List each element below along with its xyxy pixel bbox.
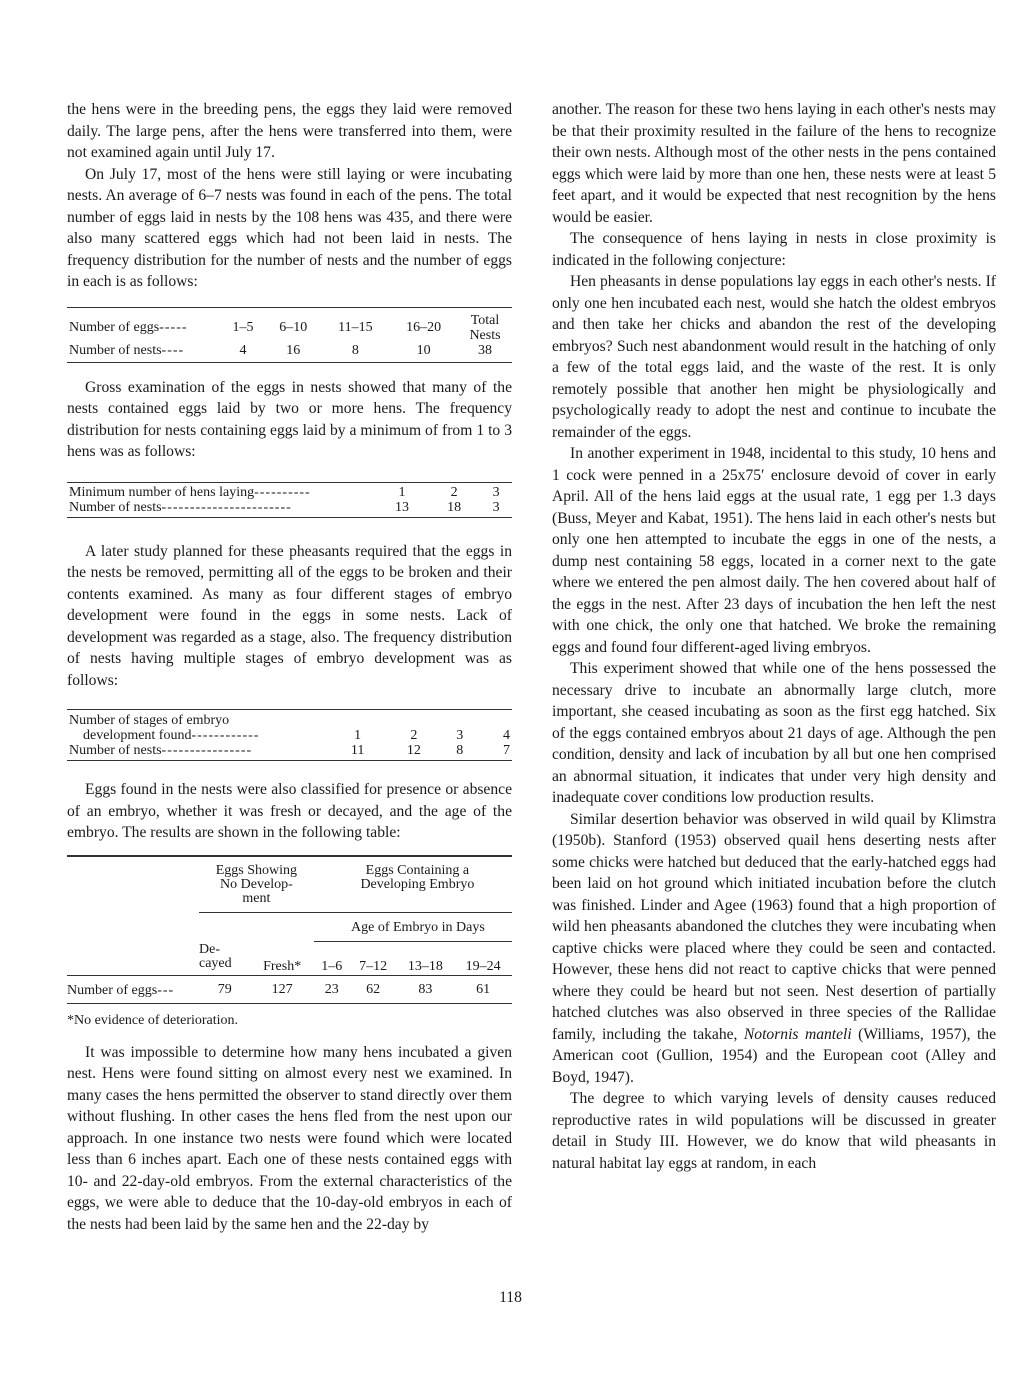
left-paragraph-4: A later study planned for these pheasants required that the eggs in the nests be removed, permitting all of the eggs to be broken and their contents examined. As many as four different stages of embryo development were found in the eggs in some nests. Lack of development was regarded as a stage, also. The frequency distribution of nests having multiple stages of embryo development was as follows: (67, 542, 512, 689)
table-cell: 16 (286, 342, 301, 358)
table-cell: 62 (366, 982, 381, 997)
table-row: Minimum number of hens laying---------- 1 2 3 (67, 485, 512, 500)
table-cell: 4 (503, 728, 510, 743)
paragraph-text: (Williams, 1957), the American coot (Gullion, 1954) and the European coot (Alley and Boyd, 1947). (552, 1025, 997, 1086)
hens-per-nest-table (67, 482, 512, 518)
embryo-stages-table (67, 709, 512, 761)
table-header: 13–18 (407, 959, 443, 974)
right-paragraph-3: Hen pheasants in dense populations lay eggs in each other's nests. If only one hen incubated each nest, would she hatch the oldest embryos and then take her chicks and abandon the rest of the developing embryos? Such nest abandonment would result in the hatching of only a few of the total eggs laid, and the waste of the rest. It is only remotely possible that another hen might be physiologically and psychologically ready to adopt the nest and continue to incubate the remainder of the eggs. (552, 273, 996, 441)
table-row (67, 713, 512, 728)
paragraph-text: Similar desertion behavior was observed in wild quail by Klimstra (1950b). Stanford (1953) observed quail hens deserting nests after some chicks were hatched but deduced that the early-hatched eggs had been laid on hot ground which initiated incubation before the clutch was finished. Linder and Agee (1963) found that a high proportion of wild hen pheasants abandoned the clutches they were incubating when captive chicks were placed where they could be seen and contacted. However, these hens did not react to captive chicks that were penned where they could be heard but not seen. Nest desertion of partially hatched clutches was also observed in three species of the Rallidae family, including the takahe, (552, 810, 996, 1043)
table-cell: 16–20 (406, 320, 442, 335)
table-cell: 2 (410, 728, 418, 743)
right-paragraph-7: The degree to which varying levels of density causes reduced reproductive rates in wild populations will be discussed in greater detail in Study III. However, we do know that wild pheasants in natural habitat lay eggs at random, in each (552, 1090, 996, 1172)
table-header: Eggs Showing (215, 862, 298, 878)
table-header: 19–24 (465, 959, 501, 974)
table-cell: 127 (271, 982, 293, 997)
table-row-label: development found (83, 728, 192, 743)
left-paragraph-1: the hens were in the breeding pens, the eggs they laid were removed daily. The large pens, after the hens were transferred into them, were not examined again until July 17. (67, 101, 512, 161)
left-paragraph-3: Gross examination of the eggs in nests showed that many of the nests contained eggs laid by two or more hens. The frequency distribution for nests containing eggs laid by a minimum of from 1 to 3 hens was as follows: (67, 378, 512, 460)
right-paragraph-4: In another experiment in 1948, incidental to this study, 10 hens and 1 cock were penned in a 25x75′ enclosure devoid of cover in early April. All of the hens laid eggs at the usual rate, 1 egg per 1.3 days (Buss, Meyer and Kabat, 1951). The hens laid in each other's nests but only one hen attempted to incubate the eggs in one of the nests, a dump nest containing 58 eggs, located in a corner next to the gate where we entered the pen almost daily. The hen covered about half of the eggs in the nest. After 23 days of incubation the hen left the nest with one chick, the only one that hatched. We broke the remaining eggs and found four different-aged living embryos. (552, 445, 996, 656)
table-row: Number of nests---- 4 16 8 10 38 (67, 343, 512, 358)
table-row-label: Number of eggs (69, 320, 160, 335)
table-header: Age of Embryo in Days (314, 912, 512, 941)
table-cell: 4 (239, 342, 247, 358)
table-cell: 18 (447, 499, 462, 515)
table-cell-total: 38 (478, 342, 492, 358)
table-header: 7–12 (359, 959, 388, 974)
right-paragraph-1: another. The reason for these two hens laying in each other's nests may be that their proximity resulted in the failure of the hens to recognize their own nests. Although most of the other nests in the pens contained eggs which were laid by more than one hen, these nests were at least 5 feet apart, and it would be expected that nest recognition by the hens would be easier. (552, 101, 996, 226)
table-row: Number of nests----------------------- 13 18 3 (67, 500, 512, 515)
table-cell: 11–15 (338, 320, 373, 335)
table-row-label: Number of nests (69, 342, 162, 358)
table-cell: 3 (492, 484, 500, 500)
table-header: Developing Embryo (360, 876, 475, 892)
table-header: 1–6 (321, 959, 343, 974)
table-header: De- (199, 942, 220, 957)
table-row-label: Number of eggs (67, 983, 158, 998)
left-paragraph-5: Eggs found in the nests were also classified for presence or absence of an embryo, whether it was fresh or decayed, and the age of the embryo. The results are shown in the following table: (67, 781, 512, 841)
table-row (67, 941, 512, 976)
table-row: development found------------ 1 2 3 4 (83, 728, 510, 743)
table-row (67, 912, 512, 941)
table-row: Number of eggs--- 79 127 23 62 83 61 (67, 976, 512, 1004)
table-header: Eggs Containing a (365, 862, 470, 878)
table-header: cayed (199, 956, 232, 971)
table-header-nests: Nests (469, 327, 501, 343)
table-cell: 6–10 (279, 320, 308, 335)
table-cell: 13 (395, 499, 410, 515)
right-paragraph-2: The consequence of hens laying in nests in close proximity is indicated in the following conjecture: (552, 230, 996, 269)
table-cell: 11 (350, 743, 365, 758)
table-row-label: Minimum number of hens laying (69, 484, 255, 500)
table-cell: 8 (456, 743, 464, 758)
right-paragraph-5: This experiment showed that while one of the hens possessed the necessary drive to incubate an abnormally large clutch, more important, she ceased incubating as soon as the first egg hatched. Six of the eggs contained embryos about 21 days of age. Although the pen condition, density and lack of incubation by all but one hen comprised an abnormal situation, it indicates that under very high density and inadequate cover conditions low production results. (552, 660, 996, 806)
table-header: No Develop- (220, 876, 293, 892)
table-header-total: Total (470, 312, 500, 328)
table-cell: 3 (456, 728, 464, 743)
right-paragraph-6 (552, 809, 996, 1089)
table-cell: 61 (476, 982, 491, 997)
left-paragraph-6: It was impossible to determine how many hens incubated a given nest. Hens were found sitting on almost every nest we examined. In many cases the hens permitted the observer to stand directly over them without flushing. In other cases the hens fled from the nest upon our approach. In one instance two nests were found which were located less than 6 inches apart. Each one of these nests contained eggs with 10- and 22-day-old embryos. From the external characteristics of the eggs, we were able to deduce that the 10-day-old embryos in each of the nests had been laid by the same hen and the 22-day by (67, 1043, 512, 1233)
table-header: Fresh* (263, 959, 302, 974)
table-cell: 8 (351, 342, 359, 358)
table-cell: 3 (492, 499, 500, 515)
table-row: Number of eggs----- 1–5 6–10 11–15 16–20 Total Nests (69, 312, 501, 343)
table-cell: 83 (418, 982, 433, 997)
table-cell: 7 (503, 743, 510, 758)
left-paragraph-2: On July 17, most of the hens were still laying or were incubating nests. An average of 6–7 nests was found in each of the pens. The total number of eggs laid in nests by the 108 hens was 435, and there were also many scattered eggs which had not been laid in nests. The frequency distribution for the number of nests and the number of eggs in each is as follows: (67, 165, 512, 290)
table-cell: 2 (450, 484, 458, 500)
table-cell: 1 (398, 484, 406, 500)
table-cell: 12 (406, 743, 421, 758)
table-row-label: Number of nests (69, 499, 162, 515)
eggs-per-nest-table (67, 307, 512, 363)
table-row (67, 863, 512, 913)
table-cell: 79 (217, 982, 232, 997)
table-footnote: *No evidence of deterioration. (67, 1013, 239, 1028)
table-row: Number of nests---------------- 11 12 8 7 (69, 743, 510, 758)
table-cell: 1 (354, 728, 362, 743)
species-name: Notornis manteli (743, 1025, 852, 1043)
page-number: 118 (499, 1289, 522, 1306)
table-header: ment (242, 890, 271, 906)
left-column (67, 99, 512, 1235)
table-cell: 1–5 (232, 320, 254, 335)
right-column (552, 99, 996, 1174)
table-cell: 10 (416, 342, 431, 358)
table-cell: 23 (324, 982, 339, 997)
table-row-label: Number of nests (69, 743, 162, 758)
table-row-label: Number of stages of embryo (69, 713, 230, 728)
embryo-age-table (67, 855, 512, 1005)
